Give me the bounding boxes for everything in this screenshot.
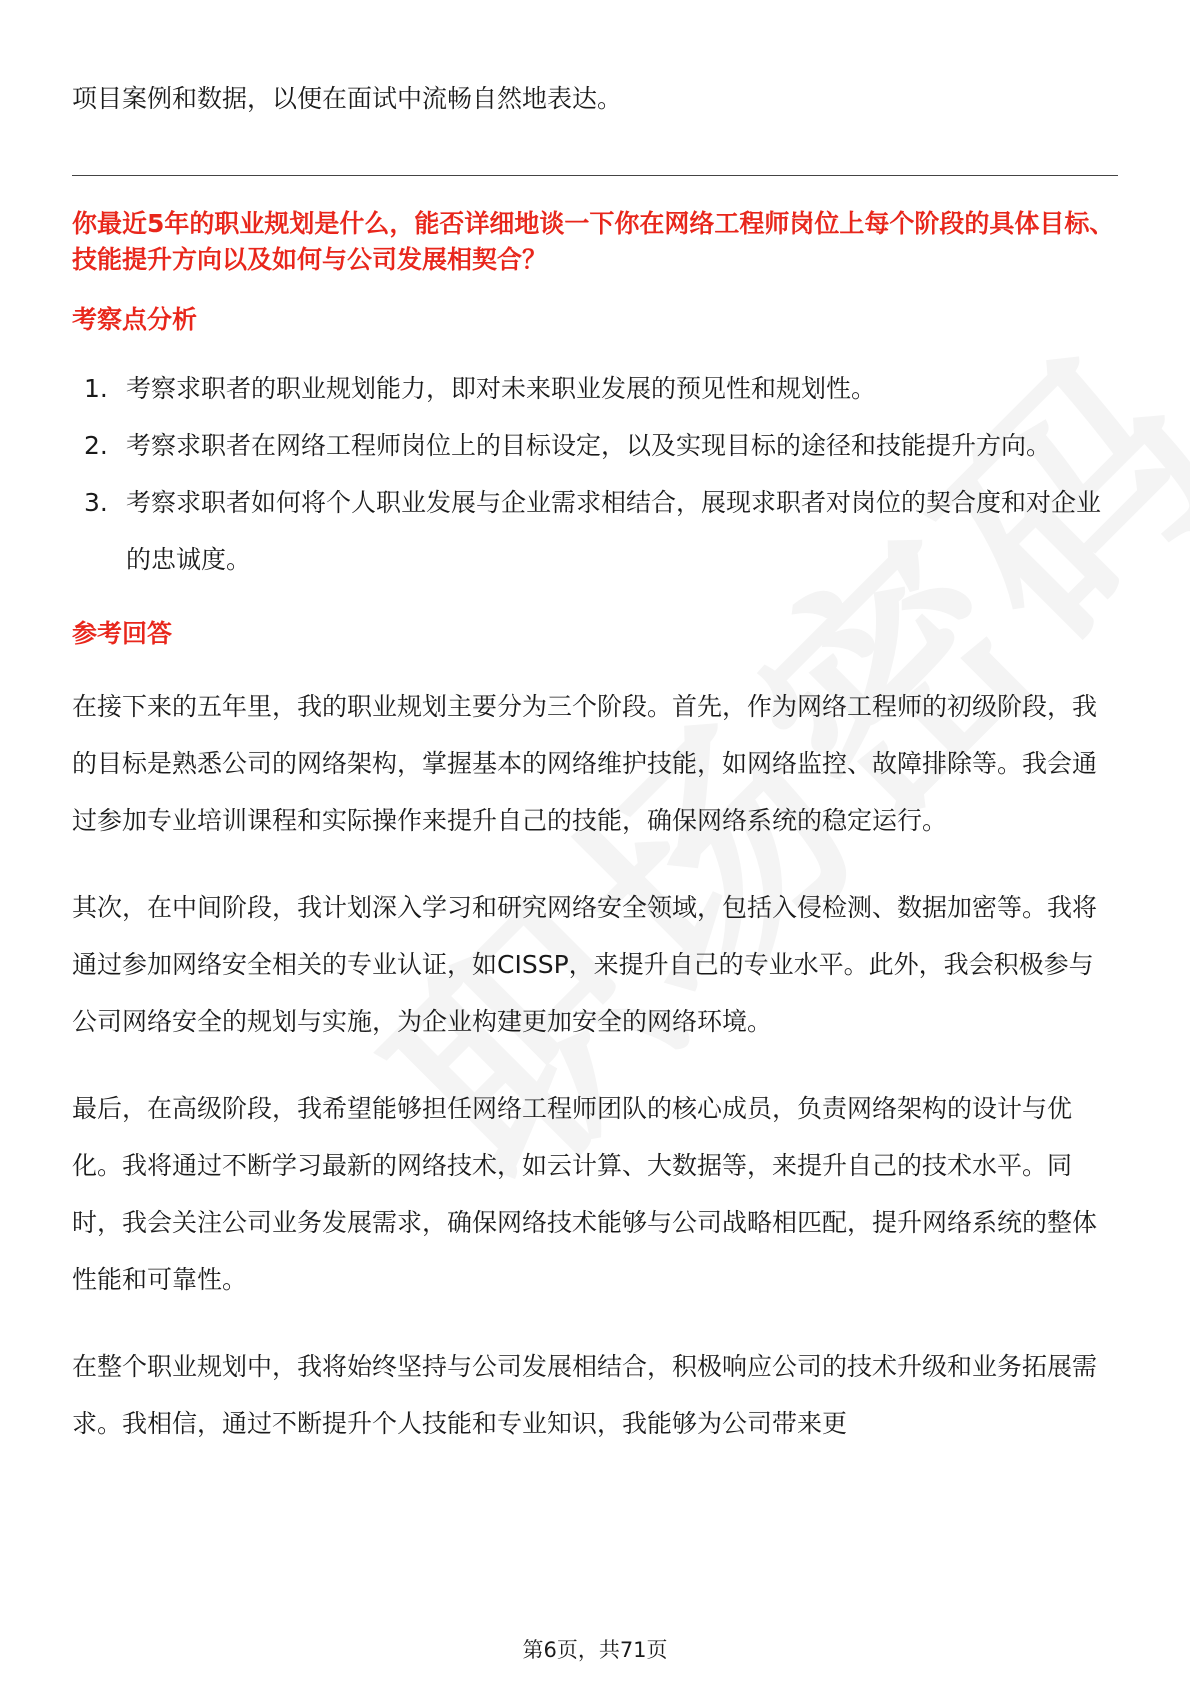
analysis-item (72, 360, 1118, 417)
page-number-footer: 第6页，共71页 (522, 1638, 668, 1662)
analysis-item (72, 417, 1118, 474)
section-divider (72, 175, 1118, 176)
question-heading: 你最近5年的职业规划是什么，能否详细地谈一下你在网络工程师岗位上每个阶段的具体目标、技能提升方向以及如何与公司发展相契合？ (72, 209, 1115, 274)
intro-tail-text: 项目案例和数据，以便在面试中流畅自然地表达。 (72, 84, 623, 113)
answer-paragraph: 在接下来的五年里，我的职业规划主要分为三个阶段。首先，作为网络工程师的初级阶段，我的目标是熟悉公司的网络架构，掌握基本的网络维护技能，如网络监控、故障排除等。我会通过参加专业培训课程和实际操作来提升自己的技能，确保网络系统的稳定运行。 (72, 692, 1098, 835)
analysis-item-text: 考察求职者在网络工程师岗位上的目标设定，以及实现目标的途径和技能提升方向。 (126, 431, 1052, 460)
analysis-list (72, 360, 1118, 588)
analysis-title: 考察点分析 (72, 305, 198, 334)
analysis-item-text: 考察求职者如何将个人职业发展与企业需求相结合，展现求职者对岗位的契合度和对企业的忠诚度。 (126, 488, 1102, 574)
answer-paragraph: 其次，在中间阶段，我计划深入学习和研究网络安全领域，包括入侵检测、数据加密等。我将通过参加网络安全相关的专业认证，如CISSP，来提升自己的专业水平。此外，我会积极参与公司网络安全的规划与实施，为企业构建更加安全的网络环境。 (72, 893, 1098, 1036)
analysis-item-text: 考察求职者的职业规划能力，即对未来职业发展的预见性和规划性。 (126, 374, 877, 403)
answer-title: 参考回答 (72, 619, 173, 648)
analysis-item-number: 3. (84, 488, 108, 517)
analysis-item-number: 1. (84, 374, 108, 403)
answer-paragraph: 在整个职业规划中，我将始终坚持与公司发展相结合，积极响应公司的技术升级和业务拓展需求。我相信，通过不断提升个人技能和专业知识，我能够为公司带来更 (72, 1352, 1098, 1438)
answer-paragraph: 最后，在高级阶段，我希望能够担任网络工程师团队的核心成员，负责网络架构的设计与优化。我将通过不断学习最新的网络技术，如云计算、大数据等，来提升自己的技术水平。同时，我会关注公司业务发展需求，确保网络技术能够与公司战略相匹配，提升网络系统的整体性能和可靠性。 (72, 1094, 1098, 1294)
analysis-item-number: 2. (84, 431, 108, 460)
page-content (72, 70, 1118, 1452)
analysis-item (72, 474, 1118, 588)
